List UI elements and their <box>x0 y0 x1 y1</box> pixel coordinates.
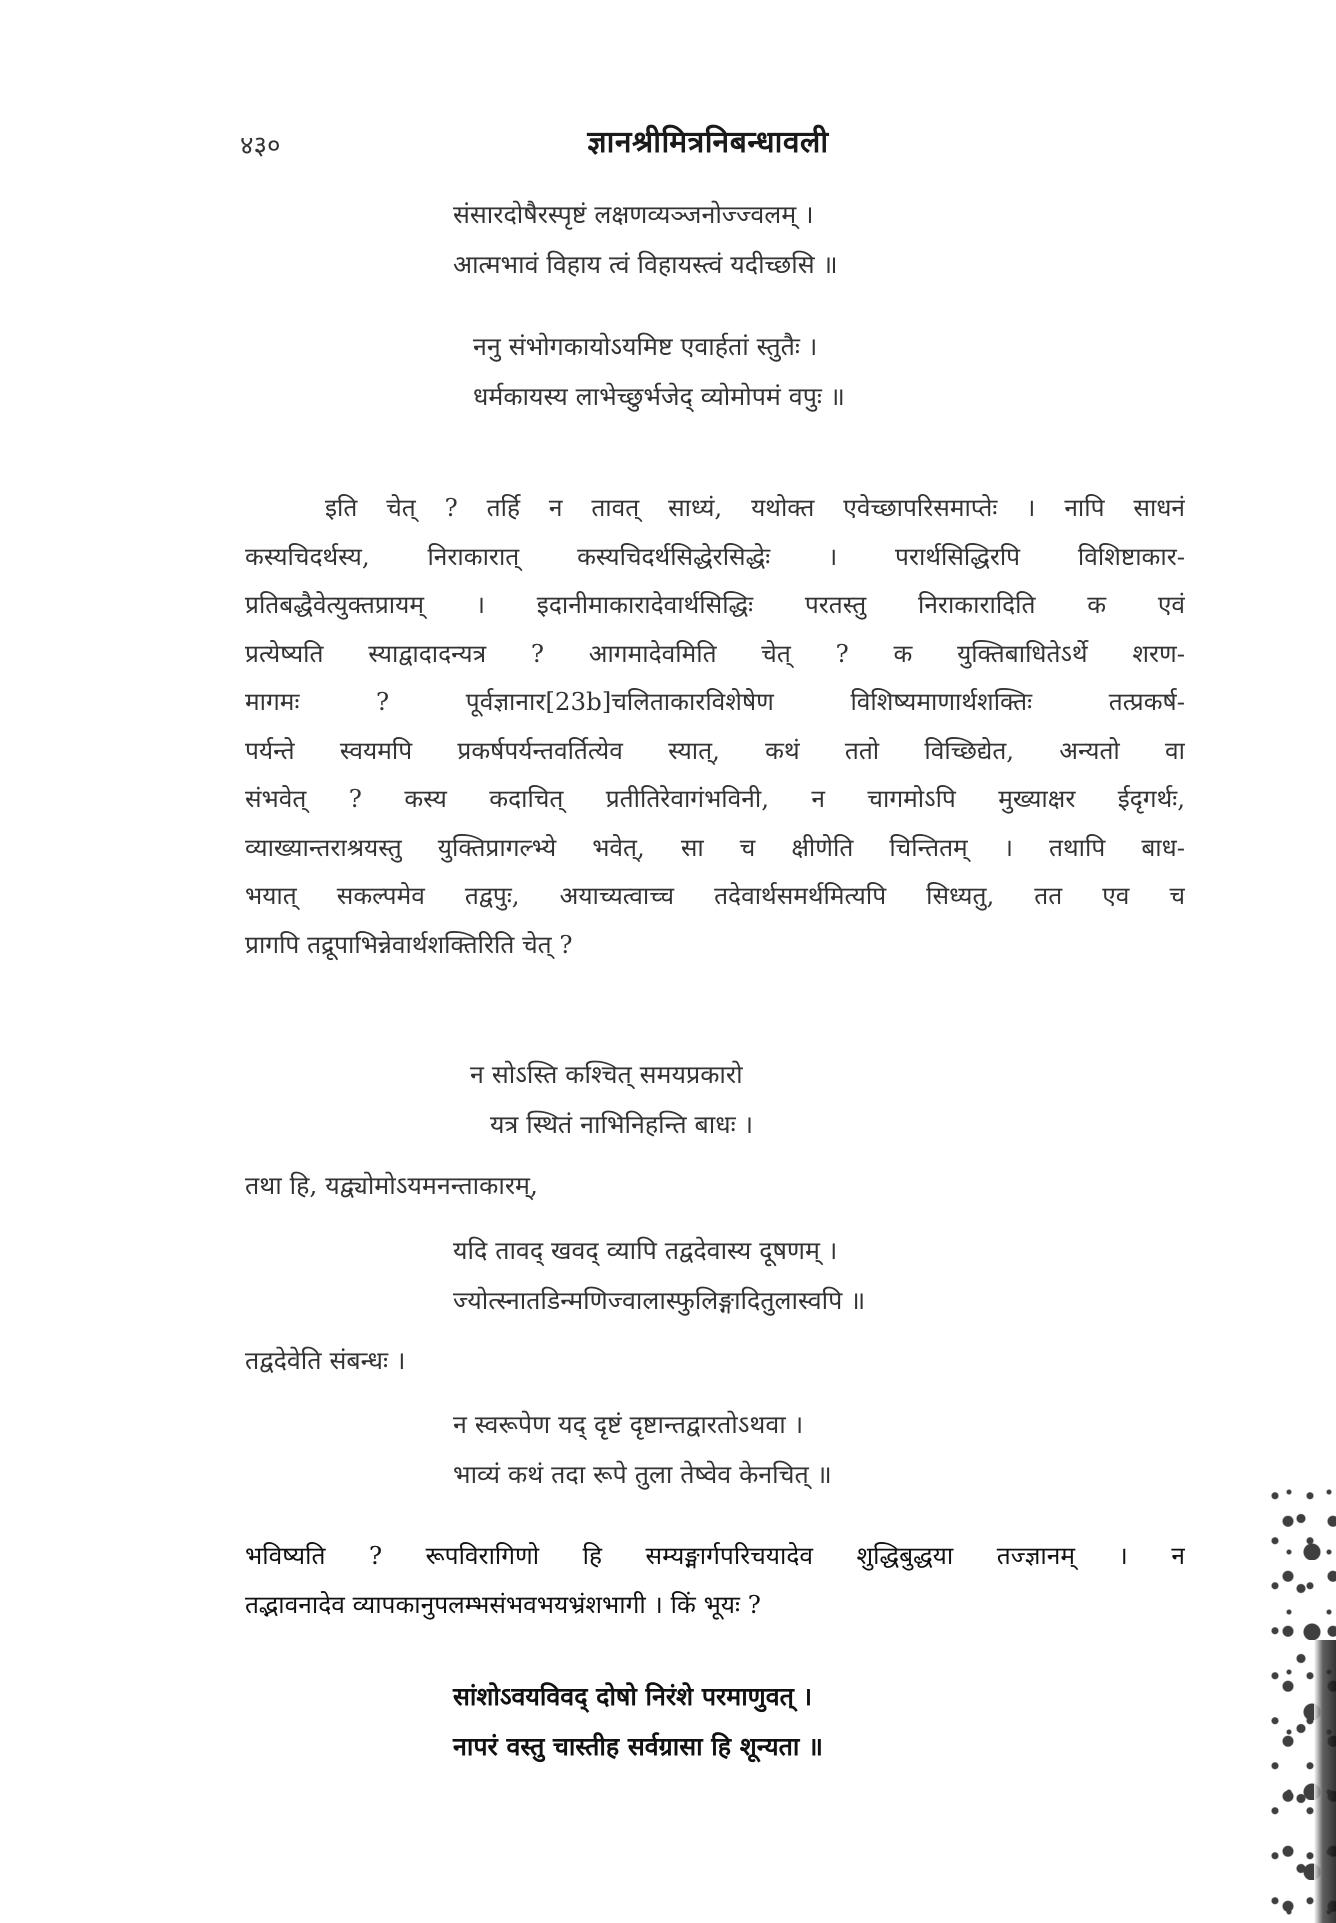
verse-block-1 <box>453 190 838 290</box>
verse-block-6 <box>453 1672 823 1772</box>
verse-line: संसारदोषैरस्पृष्टं लक्षणव्यञ्जनोज्ज्वलम् । <box>453 200 814 229</box>
paragraph-line: कस्यचिदर्थस्य, निराकारात् कस्यचिदर्थसिद्धेरसिद्धेः । परार्थसिद्धिरपि विशिष्टाकार- <box>245 541 1185 571</box>
verse-block-4 <box>453 1226 865 1326</box>
paragraph-line: प्रतिबद्धैवेत्युक्तप्रायम् । इदानीमाकारादेवार्थसिद्धिः परतस्तु निराकारादिति क एवं <box>245 590 1185 619</box>
verse-line: न सोऽस्ति कश्चित् समयप्रकारो <box>470 1060 743 1089</box>
verse-line: धर्मकायस्य लाभेच्छुर्भजेद् व्योमोपमं वपुः ॥ <box>473 382 845 411</box>
paragraph-line: पर्यन्ते स्वयमपि प्रकर्षपर्यन्तवर्तित्येव स्यात्, कथं ततो विच्छिद्येत, अन्यतो वा <box>245 735 1185 765</box>
paragraph-line: इति चेत् ? तर्हि न तावत् साध्यं, यथोक्त एवेच्छापरिसमाप्तेः । नापि साधनं <box>325 493 1185 522</box>
verse-line: न स्वरूपेण यद् दृष्टं दृष्टान्तद्वारतोऽथवा । <box>453 1410 804 1439</box>
verse-line: भाव्यं कथं तदा रूपे तुला तेष्वेव केनचित् ॥ <box>453 1460 832 1489</box>
verse-line: यदि तावद् खवद् व्यापि तद्वदेवास्य दूषणम् । <box>453 1236 838 1265</box>
verse-line: नापरं वस्तु चास्तीह सर्वग्रासा हि शून्यता ॥ <box>453 1732 824 1761</box>
paragraph-2 <box>245 1532 1185 1629</box>
connecting-line-tadvad: तद्वदेवेति संबन्धः । <box>245 1346 406 1375</box>
verse-block-2 <box>473 322 845 422</box>
verse-line: ननु संभोगकायोऽयमिष्ट एवार्हतां स्तुतैः । <box>473 332 818 361</box>
page-header <box>240 120 1176 170</box>
verse-block-5 <box>453 1400 832 1500</box>
paragraph-1 <box>245 484 1185 969</box>
verse-line: सांशोऽवयविवद् दोषो निरंशे परमाणुवत् । <box>453 1682 813 1711</box>
paragraph-line: भविष्यति ? रूपविरागिणो हि सम्यङ्मार्गपरिचयादेव शुद्धिबुद्धया तज्ज्ञानम् । न <box>245 1541 1185 1570</box>
paragraph-line: व्याख्यान्तराश्रयस्तु युक्तिप्रागल्भ्ये भवेत्, सा च क्षीणेति चिन्तितम् । तथापि बाध- <box>245 832 1185 862</box>
paragraph-line: तद्भावनादेव व्यापकानुपलम्भसंभवभयभ्रंशभागी । किं भूयः ? <box>245 1589 761 1619</box>
verse-line: ज्योत्स्नातडिन्मणिज्वालास्फुलिङ्गादितुलास्वपि ॥ <box>453 1286 866 1315</box>
connecting-line-tatha: तथा हि, यद्व्योमोऽयमनन्ताकारम्, <box>245 1171 538 1200</box>
verse-line: यत्र स्थितं नाभिनिहन्ति बाधः । <box>490 1110 754 1139</box>
paragraph-line: मागमः ? पूर्वज्ञानार[23b]चलिताकारविशेषेण विशिष्यमाणार्थशक्तिः तत्प्रकर्ष- <box>245 687 1185 716</box>
paragraph-line: संभवेत् ? कस्य कदाचित् प्रतीतिरेवागंभविनी, न चागमोऽपि मुख्याक्षर ईदृगर्थः, <box>245 784 1185 813</box>
scan-edge-shadow <box>1314 1640 1336 1923</box>
running-title: ज्ञानश्रीमित्रनिबन्धावली <box>587 125 829 160</box>
verse-block-3 <box>470 1050 753 1150</box>
paragraph-line: प्रागपि तद्रूपाभिन्नेवार्थशक्तिरिति चेत् ? <box>245 929 573 959</box>
page-number: ४३० <box>240 131 281 161</box>
verse-line: आत्मभावं विहाय त्वं विहायस्त्वं यदीच्छसि ॥ <box>453 250 838 279</box>
paragraph-line: भयात् सकल्पमेव तद्वपुः, अयाच्यत्वाच्च तदेवार्थसमर्थमित्यपि सिध्यतु, तत एव च <box>245 881 1185 910</box>
paragraph-line: प्रत्येष्यति स्याद्वादादन्यत्र ? आगमादेवमिति चेत् ? क युक्तिबाधितेऽर्थे शरण- <box>245 638 1185 668</box>
